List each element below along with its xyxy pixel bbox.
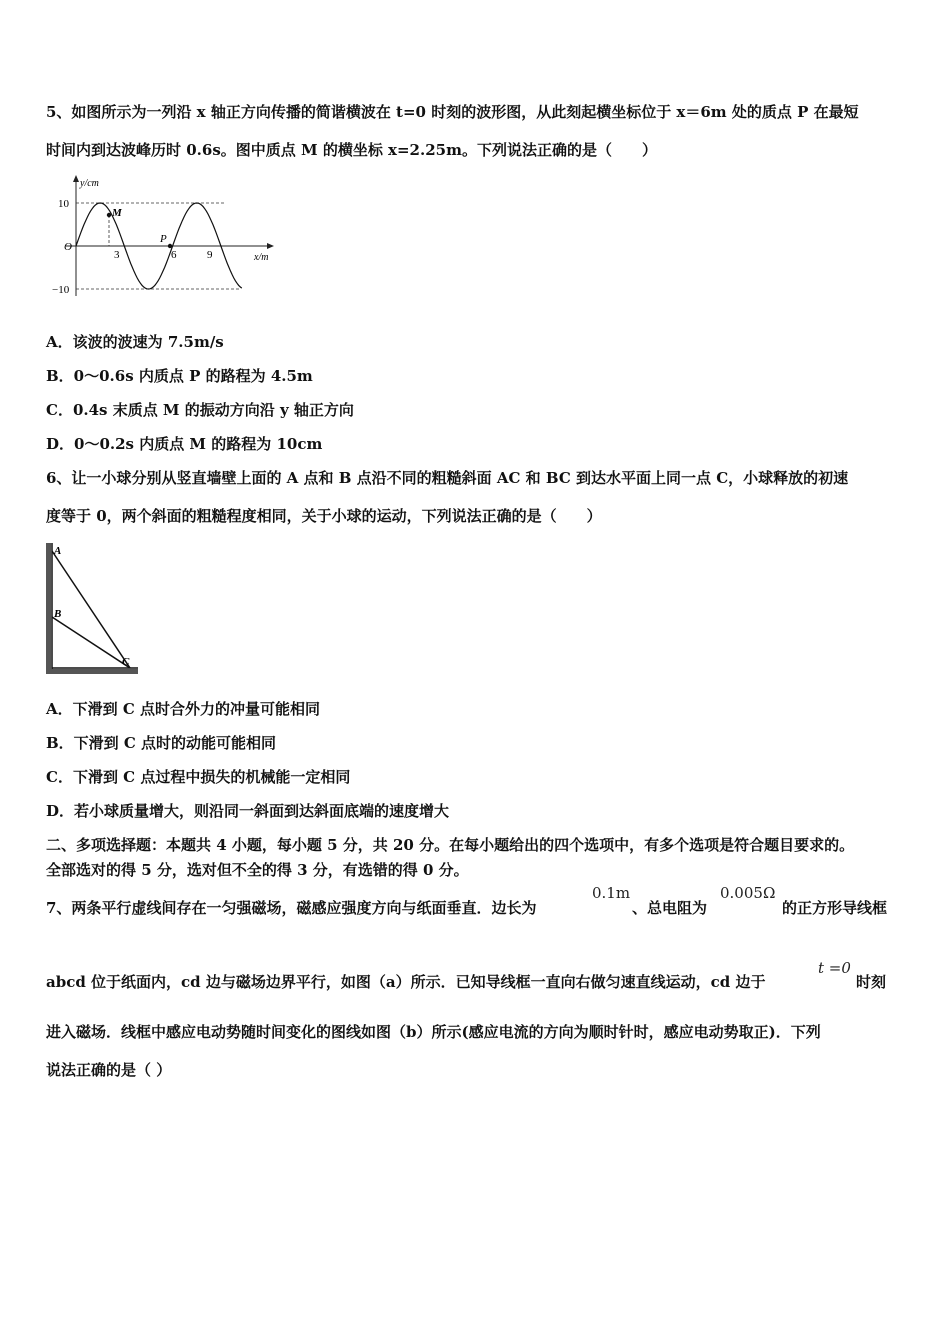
x-axis-arrow (267, 243, 274, 249)
q7-math-resistance: 0.005Ω (720, 884, 776, 902)
q6-option-a: A．下滑到 C 点时合外力的冲量可能相同 (46, 700, 321, 718)
x-axis-label: x/m (254, 252, 269, 263)
q7-line2-part1: abcd 位于纸面内，cd 边与磁场边界平行，如图（a）所示．已知导线框一直向右做匀速直线运动，cd 边于 (46, 973, 766, 991)
q5-option-c: C．0.4s 末质点 M 的振动方向沿 y 轴正方向 (46, 401, 354, 419)
x-tick-9: 9 (207, 249, 213, 261)
y-axis-label: y/cm (80, 178, 99, 189)
wall (46, 543, 51, 673)
q6-stem-line2: 度等于 0，两个斜面的粗糙程度相同，关于小球的运动，下列说法正确的是（ ） (46, 507, 602, 525)
q6-option-c: C．下滑到 C 点过程中损失的机械能一定相同 (46, 768, 351, 786)
q5-option-d: D．0～0.2s 内质点 M 的路程为 10cm (46, 435, 323, 453)
q5-stem-line1: 5、如图所示为一列沿 x 轴正方向传播的简谐横波在 t=0 时刻的波形图，从此刻起横坐标位于 x＝6m 处的质点 P 在最短 (46, 103, 859, 121)
q7-line1-part3: 的正方形导线框 (782, 899, 888, 917)
y-tick-10: 10 (58, 198, 69, 210)
q6-option-b: B．下滑到 C 点时的动能可能相同 (46, 734, 277, 752)
q5-option-a: A．该波的波速为 7.5m/s (46, 333, 224, 351)
ground (46, 669, 138, 674)
label-p: P (160, 233, 167, 245)
q7-math-time: t =0 (818, 959, 851, 977)
q5-wave-figure (46, 172, 286, 300)
q6-stem-line1: 6、让一小球分别从竖直墙壁上面的 A 点和 B 点沿不同的粗糙斜面 AC 和 BC 到达水平面上同一点 C，小球释放的初速 (46, 469, 849, 487)
q5-option-b: B．0～0.6s 内质点 P 的路程为 4.5m (46, 367, 313, 385)
label-b: B (54, 608, 62, 620)
x-tick-3: 3 (114, 249, 120, 261)
q7-math-side-length: 0.1m (592, 884, 631, 902)
section2-line1: 二、多项选择题：本题共 4 小题，每小题 5 分，共 20 分。在每小题给出的四个选项中，有多个选项是符合题目要求的。 (46, 836, 855, 854)
point-m (107, 213, 111, 217)
x-tick-6: 6 (171, 249, 177, 261)
label-m: M (112, 207, 122, 219)
q5-stem-line2: 时间内到达波峰历时 0.6s。图中质点 M 的横坐标 x=2.25m。下列说法正确的是（ ） (46, 141, 657, 159)
incline-bc (52, 617, 130, 668)
incline-ac (52, 551, 130, 668)
q7-line4: 说法正确的是（ ） (46, 1061, 172, 1079)
q7-line2-part2: 时刻 (856, 973, 887, 991)
q7-line1-part1: 7、两条平行虚线间存在一匀强磁场，磁感应强度方向与纸面垂直．边长为 (46, 899, 537, 917)
q7-line1-part2: 、总电阻为 (632, 899, 708, 917)
y-axis-arrow (73, 175, 79, 182)
q6-option-d: D．若小球质量增大，则沿同一斜面到达斜面底端的速度增大 (46, 802, 450, 820)
y-tick-minus10: −10 (52, 284, 70, 296)
point-p (168, 244, 172, 248)
section2-line2: 全部选对的得 5 分，选对但不全的得 3 分，有选错的得 0 分。 (46, 861, 469, 879)
label-c: C (122, 656, 130, 668)
origin-label: O (64, 241, 72, 253)
q6-incline-figure (44, 541, 144, 677)
label-a: A (54, 545, 62, 557)
q7-line3: 进入磁场．线框中感应电动势随时间变化的图线如图（b）所示(感应电流的方向为顺时针时，感应电动势取正)．下列 (46, 1023, 821, 1041)
